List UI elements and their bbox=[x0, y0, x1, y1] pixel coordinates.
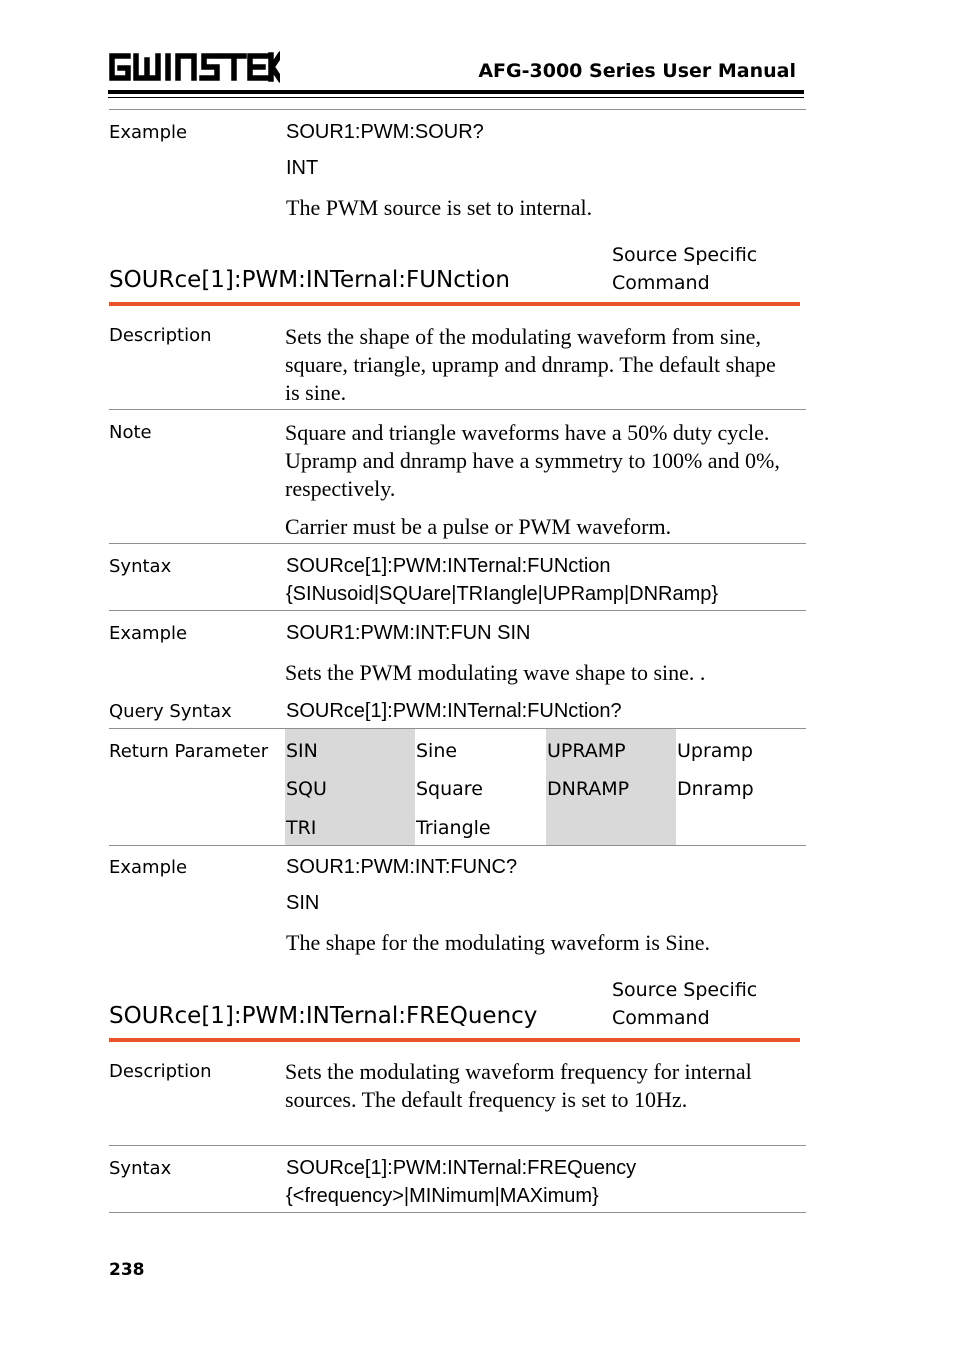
return-code: UPRAMP bbox=[547, 740, 626, 762]
divider bbox=[109, 409, 806, 410]
return-meaning: Square bbox=[416, 778, 483, 800]
section-tag-line: Source Specific bbox=[612, 979, 758, 1001]
example-label: Example bbox=[109, 857, 188, 878]
example-result: SIN bbox=[286, 892, 320, 914]
return-meaning: Triangle bbox=[416, 817, 491, 839]
syntax-line: {SINusoid|SQUare|TRIangle|UPRamp|DNRamp} bbox=[286, 583, 719, 605]
description-text: Sets the modulating waveform frequency for internal sources. The default frequency is set to 10Hz. bbox=[285, 1059, 752, 1112]
example-text: Sets the PWM modulating wave shape to sine. . bbox=[285, 660, 706, 685]
return-code: SQU bbox=[286, 778, 327, 800]
note-label: Note bbox=[109, 422, 152, 443]
description-label: Description bbox=[109, 1061, 212, 1082]
description-label: Description bbox=[109, 325, 212, 346]
syntax-line: SOURce[1]:PWM:INTernal:FUNction bbox=[286, 555, 611, 577]
example-command: SOUR1:PWM:INT:FUNC? bbox=[286, 856, 518, 878]
return-meaning: Dnramp bbox=[677, 778, 754, 800]
section-tag-line: Command bbox=[612, 272, 710, 294]
divider bbox=[109, 543, 806, 544]
query-syntax: SOURce[1]:PWM:INTernal:FUNction? bbox=[286, 700, 622, 722]
return-meaning: Sine bbox=[416, 740, 458, 762]
section-tag bbox=[612, 241, 757, 297]
example-label: Example bbox=[109, 122, 188, 143]
divider bbox=[109, 610, 806, 611]
return-code: SIN bbox=[286, 740, 318, 762]
divider bbox=[109, 1145, 806, 1146]
gw-instek-logo-icon bbox=[108, 50, 280, 84]
section-rule bbox=[109, 302, 800, 306]
section-tag-line: Command bbox=[612, 1007, 710, 1029]
example-result: INT bbox=[286, 157, 319, 179]
divider bbox=[109, 109, 806, 110]
syntax-line: {<frequency>|MINimum|MAXimum} bbox=[286, 1185, 599, 1207]
return-meaning: Upramp bbox=[677, 740, 753, 762]
note-text: Carrier must be a pulse or PWM waveform. bbox=[285, 514, 672, 539]
section-tag bbox=[612, 976, 757, 1032]
section-title: SOURce[1]:PWM:INTernal:FREQuency bbox=[109, 1003, 538, 1029]
section-tag-line: Source Specific bbox=[612, 244, 758, 266]
return-code: DNRAMP bbox=[547, 778, 630, 800]
description-text: Sets the shape of the modulating waveform from sine, square, triangle, upramp and dnramp. The default shape is sine. bbox=[285, 324, 776, 405]
note-text: Square and triangle waveforms have a 50% duty cycle. Upramp and dnramp have a symmetry to 100% and 0%, respectively. bbox=[285, 420, 780, 501]
example-text: The PWM source is set to internal. bbox=[286, 195, 593, 220]
section-title: SOURce[1]:PWM:INTernal:FUNction bbox=[109, 267, 510, 293]
syntax-label: Syntax bbox=[109, 1158, 172, 1179]
page-number: 238 bbox=[109, 1260, 145, 1280]
header-rule-thick bbox=[108, 90, 804, 94]
return-parameter-label: Return Parameter bbox=[109, 741, 269, 762]
divider bbox=[109, 845, 806, 846]
section-rule bbox=[109, 1038, 800, 1042]
query-syntax-label: Query Syntax bbox=[109, 701, 232, 722]
syntax-label: Syntax bbox=[109, 556, 172, 577]
header-rule-thin bbox=[108, 97, 804, 98]
divider bbox=[109, 728, 806, 729]
example-command: SOUR1:PWM:INT:FUN SIN bbox=[286, 622, 531, 644]
example-text: The shape for the modulating waveform is Sine. bbox=[286, 930, 711, 955]
example-label: Example bbox=[109, 623, 188, 644]
example-command: SOUR1:PWM:SOUR? bbox=[286, 121, 484, 143]
return-code: TRI bbox=[286, 817, 317, 839]
brand-logo bbox=[108, 50, 280, 89]
divider bbox=[109, 1212, 806, 1213]
syntax-line: SOURce[1]:PWM:INTernal:FREQuency bbox=[286, 1157, 637, 1179]
manual-title: AFG-3000 Series User Manual bbox=[478, 60, 796, 82]
